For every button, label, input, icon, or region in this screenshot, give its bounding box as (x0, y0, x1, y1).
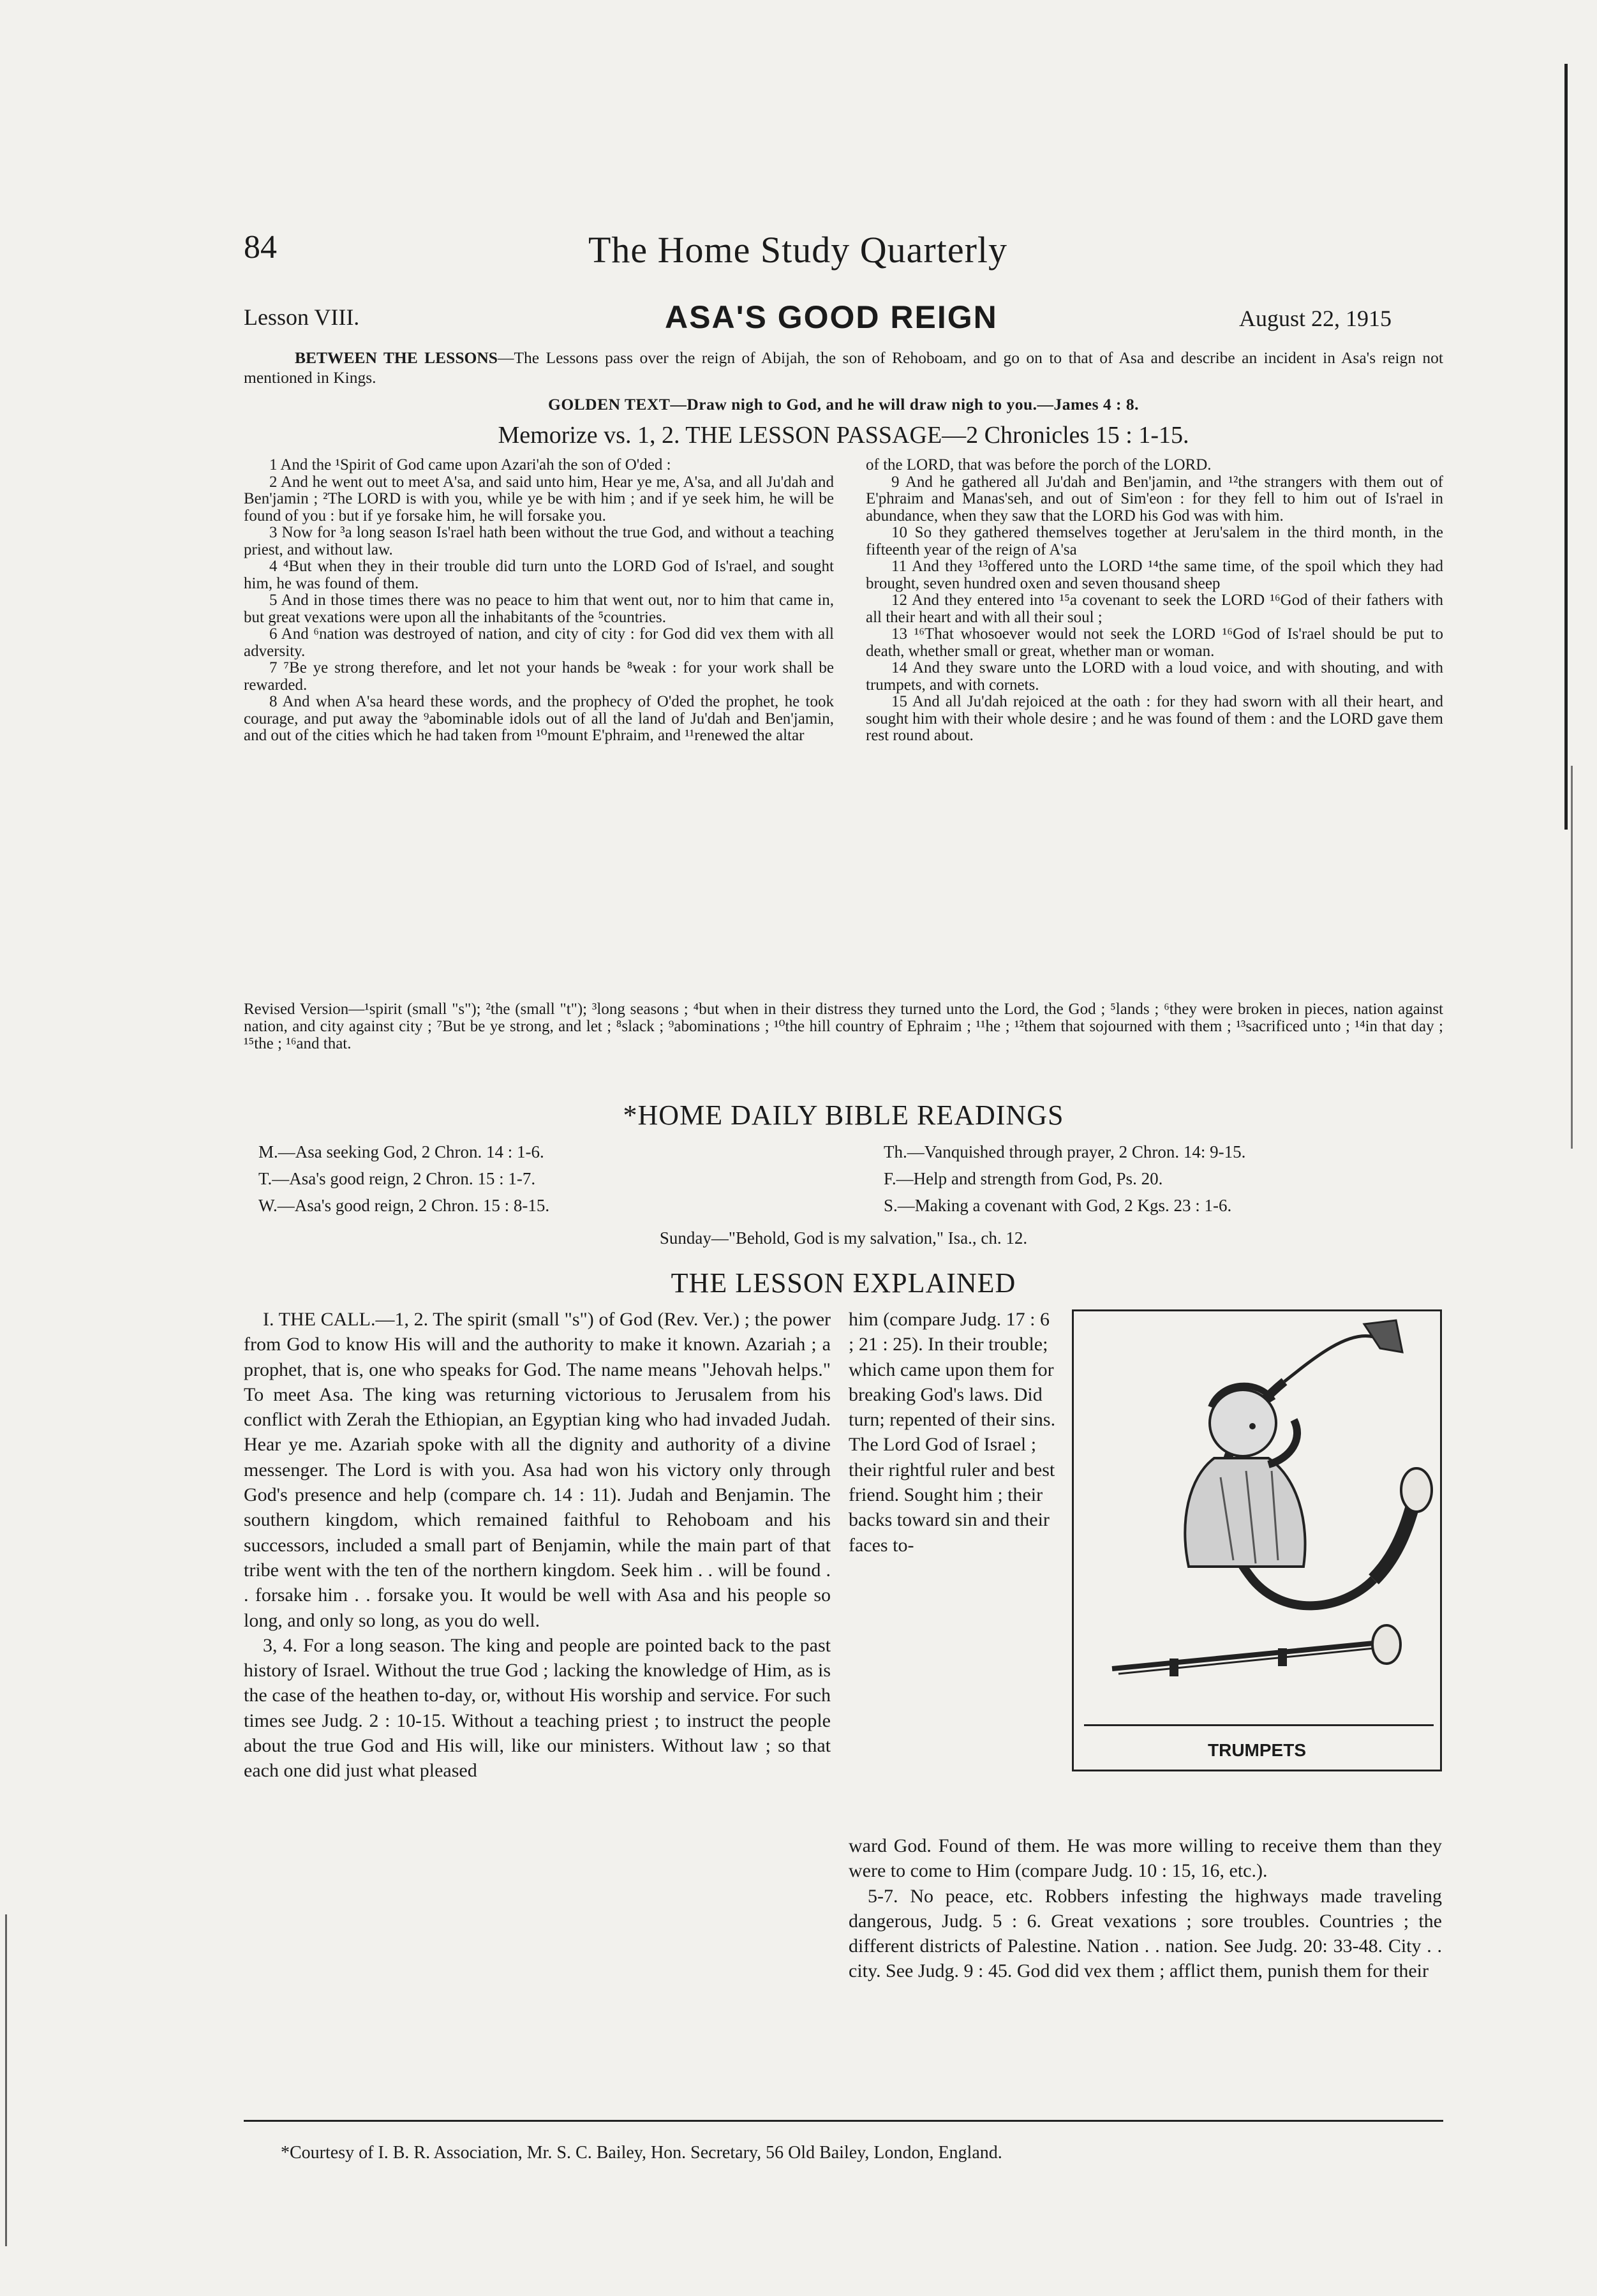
footnote-rule (244, 2120, 1443, 2122)
courtesy-footnote: *Courtesy of I. B. R. Association, Mr. S. C. Bailey, Hon. Secretary, 56 Old Bailey, London, England. (281, 2143, 1002, 2163)
verse: 15 And all Ju'dah rejoiced at the oath : for they had sworn with all their heart, and sought him with their whole desire ; and he was found of them : and the LORD gave them rest round about. (866, 693, 1443, 744)
explained-paragraph: I. THE CALL.—1, 2. The spirit (small "s") of God (Rev. Ver.) ; the power from God to know His will and the authority to make it known. Azariah ; a prophet, that is, one who speaks for God. The name means "Jehovah helps." To meet Asa. The king was returning victorious to Jerusalem from his conflict with Zerah the Ethiopian, an Egyptian king who had invaded Judah. Hear ye me. Azariah spoke with all the dignity and authority of a divine messenger. The Lord is with you. Asa had won his victory only through God's presence and help (compare ch. 14 : 11). Judah and Benjamin. The southern kingdom, which remained faithful to Rehoboam and his successors, included a small part of Benjamin, while the main part of that tribe went with the ten of the northern kingdom. Seek him . . will be found . . forsake him . . forsake you. It would be well with Asa and his people so long, and only so long, as you do well. (244, 1309, 831, 1631)
verse: of the LORD, that was before the porch of the LORD. (866, 456, 1212, 473)
reading-item: W.—Asa's good reign, 2 Chron. 15 : 8-15. (258, 1196, 550, 1215)
verse: 2 And he went out to meet A'sa, and said unto him, Hear ye me, A'sa, and all Ju'dah and Ben'jamin ; ²The LORD is with you, while ye be with him ; and if ye seek him, he will be found of you : but if ye forsake him, he will forsake you. (244, 473, 834, 525)
daily-readings-title: *HOME DAILY BIBLE READINGS (623, 1100, 1064, 1131)
reading-item: S.—Making a covenant with God, 2 Kgs. 23 : 1-6. (884, 1196, 1232, 1215)
scan-edge-mark (5, 1914, 7, 2246)
verse: 10 So they gathered themselves together at Jeru'salem in the third month, in the fifteenth year of the reign of A'sa (866, 524, 1443, 558)
reading-item: T.—Asa's good reign, 2 Chron. 15 : 1-7. (258, 1169, 536, 1188)
explained-paragraph: 5-7. No peace, etc. Robbers infesting the highways made traveling dangerous, Judg. 5 : 6. Great vexations ; sore troubles. Countries ; the different districts of Palestine. Nation . . nation. See Judg. 20: 33-48. City . . city. See Judg. 9 : 45. God did vex them ; afflict them, punish them for their (849, 1885, 1442, 1982)
figure-caption: TRUMPETS (1208, 1740, 1306, 1760)
reading-item: M.—Asa seeking God, 2 Chron. 14 : 1-6. (258, 1142, 544, 1161)
lesson-title: ASA'S GOOD REIGN (665, 299, 998, 335)
verse: 9 And he gathered all Ju'dah and Ben'jamin, and ¹²the strangers with them out of E'phraim and Manas'seh, and out of Sim'eon : for they fell to him out of Is'rael in abundance, when they saw that the LORD his God was with him. (866, 473, 1443, 525)
reading-item: F.—Help and strength from God, Ps. 20. (884, 1169, 1163, 1188)
lesson-heading (244, 299, 1443, 337)
scan-edge-line (1571, 766, 1573, 1149)
revised-version-notes: Revised Version—¹spirit (small "s"); ²the (small "t"); ³long seasons ; ⁴but when in their distress they turned unto the Lord, the God ; ⁵lands ; ⁶they were broken in pieces, nation against nation, and city against city ; ⁷But be ye strong, and let ; ⁸slack ; ⁹abominations ; ¹⁰the hill country of Ephraim ; ¹¹he ; ¹²them that sojourned with them ; ¹³sacrificed unto ; ¹⁴in that day ; ¹⁵the ; ¹⁶and that. (244, 1001, 1443, 1052)
explained-paragraph: 3, 4. For a long season. The king and people are pointed back to the past history of Israel. Without the true God ; lacking the knowledge of Him, as is the case of the heathen to-day, or, without His worship and service. For such times see Judg. 2 : 10-15. Without a teaching priest ; to instruct the people about the true God and His will, like our ministers. Without law ; so that each one did just what pleased (244, 1634, 831, 1782)
verse: 3 Now for ³a long season Is'rael hath been without the true God, and without a teaching priest, and without law. (244, 524, 834, 558)
lesson-passage-heading: Memorize vs. 1, 2. THE LESSON PASSAGE—2 Chronicles 15 : 1-15. (498, 422, 1189, 449)
verse: 1 And the ¹Spirit of God came upon Azari'ah the son of O'ded : (269, 456, 671, 473)
explained-left-column (244, 1307, 831, 1784)
verse: 14 And they sware unto the LORD with a loud voice, and with shouting, and with trumpets, and with cornets. (866, 659, 1443, 694)
reading-item: Th.—Vanquished through prayer, 2 Chron. 14: 9-15. (884, 1142, 1246, 1161)
lesson-explained-title: THE LESSON EXPLAINED (671, 1267, 1016, 1299)
between-the-lessons (244, 348, 1443, 387)
verse: 7 ⁷Be ye strong therefore, and let not your hands be ⁸weak : for your work shall be rewarded. (244, 659, 834, 694)
explained-beside-figure: him (compare Judg. 17 : 6 ; 21 : 25). In their trouble; which came upon them for breaking God's laws. Did turn; repented of their sins. The Lord God of Israel ; their rightful ruler and best friend. Sought him ; their backs toward sin and their faces to- (849, 1309, 1056, 1556)
verse: 11 And they ¹³offered unto the LORD ¹⁴the same time, of the spoil which they had brought, seven hundred oxen and seven thousand sheep (866, 558, 1443, 592)
page-header (244, 228, 1124, 273)
verse: 6 And ⁶nation was destroyed of nation, and city of city : for God did vex them with all adversity. (244, 625, 834, 660)
between-text: —The Lessons pass over the reign of Abijah, the son of Rehoboam, and go on to that of Asa and describe an incident in Asa's reign not mentioned in Kings. (244, 348, 1443, 387)
between-label: BETWEEN THE LESSONS (295, 348, 498, 367)
verse: 8 And when A'sa heard these words, and the prophecy of O'ded the prophet, he took courage, and put away the ⁹abominable idols out of all the land of Ju'dah and Ben'jamin, and out of the cities which he had taken from ¹⁰mount E'phraim, and ¹¹renewed the altar (244, 693, 834, 744)
verse: 13 ¹⁶That whosoever would not seek the LORD ¹⁶God of Is'rael should be put to death, whether small or great, whether man or woman. (866, 625, 1443, 660)
verse: 4 ⁴But when they in their trouble did turn unto the LORD God of Is'rael, and sought him, he was found of them. (244, 558, 834, 592)
page-title: The Home Study Quarterly (588, 229, 1008, 271)
explained-right-column (849, 1833, 1442, 1984)
lesson-number: Lesson VIII. (244, 304, 360, 330)
page-number: 84 (244, 229, 277, 265)
lesson-date: August 22, 1915 (1239, 306, 1392, 331)
verse: 12 And they entered into ¹⁵a covenant to seek the LORD ¹⁶God of their fathers with all their heart and with all their soul ; (866, 592, 1443, 626)
figure-caption-rule (1084, 1724, 1434, 1726)
golden-text: GOLDEN TEXT—Draw nigh to God, and he will draw nigh to you.—James 4 : 8. (547, 395, 1140, 414)
scan-edge-line (1564, 64, 1568, 830)
sunday-reading: Sunday—"Behold, God is my salvation," Isa., ch. 12. (659, 1228, 1028, 1248)
verses-left-column (244, 457, 834, 745)
trumpet-player-drawing (1074, 1311, 1440, 1720)
trumpets-illustration (1072, 1309, 1442, 1771)
verse: 5 And in those times there was no peace to him that went out, nor to him that came in, but great vexations were upon all the inhabitants of the ⁵countries. (244, 592, 834, 626)
verses-right-column (866, 457, 1443, 745)
explained-paragraph: ward God. Found of them. He was more willing to receive them than they were to come to Him (compare Judg. 10 : 15, 16, etc.). (849, 1835, 1442, 1882)
